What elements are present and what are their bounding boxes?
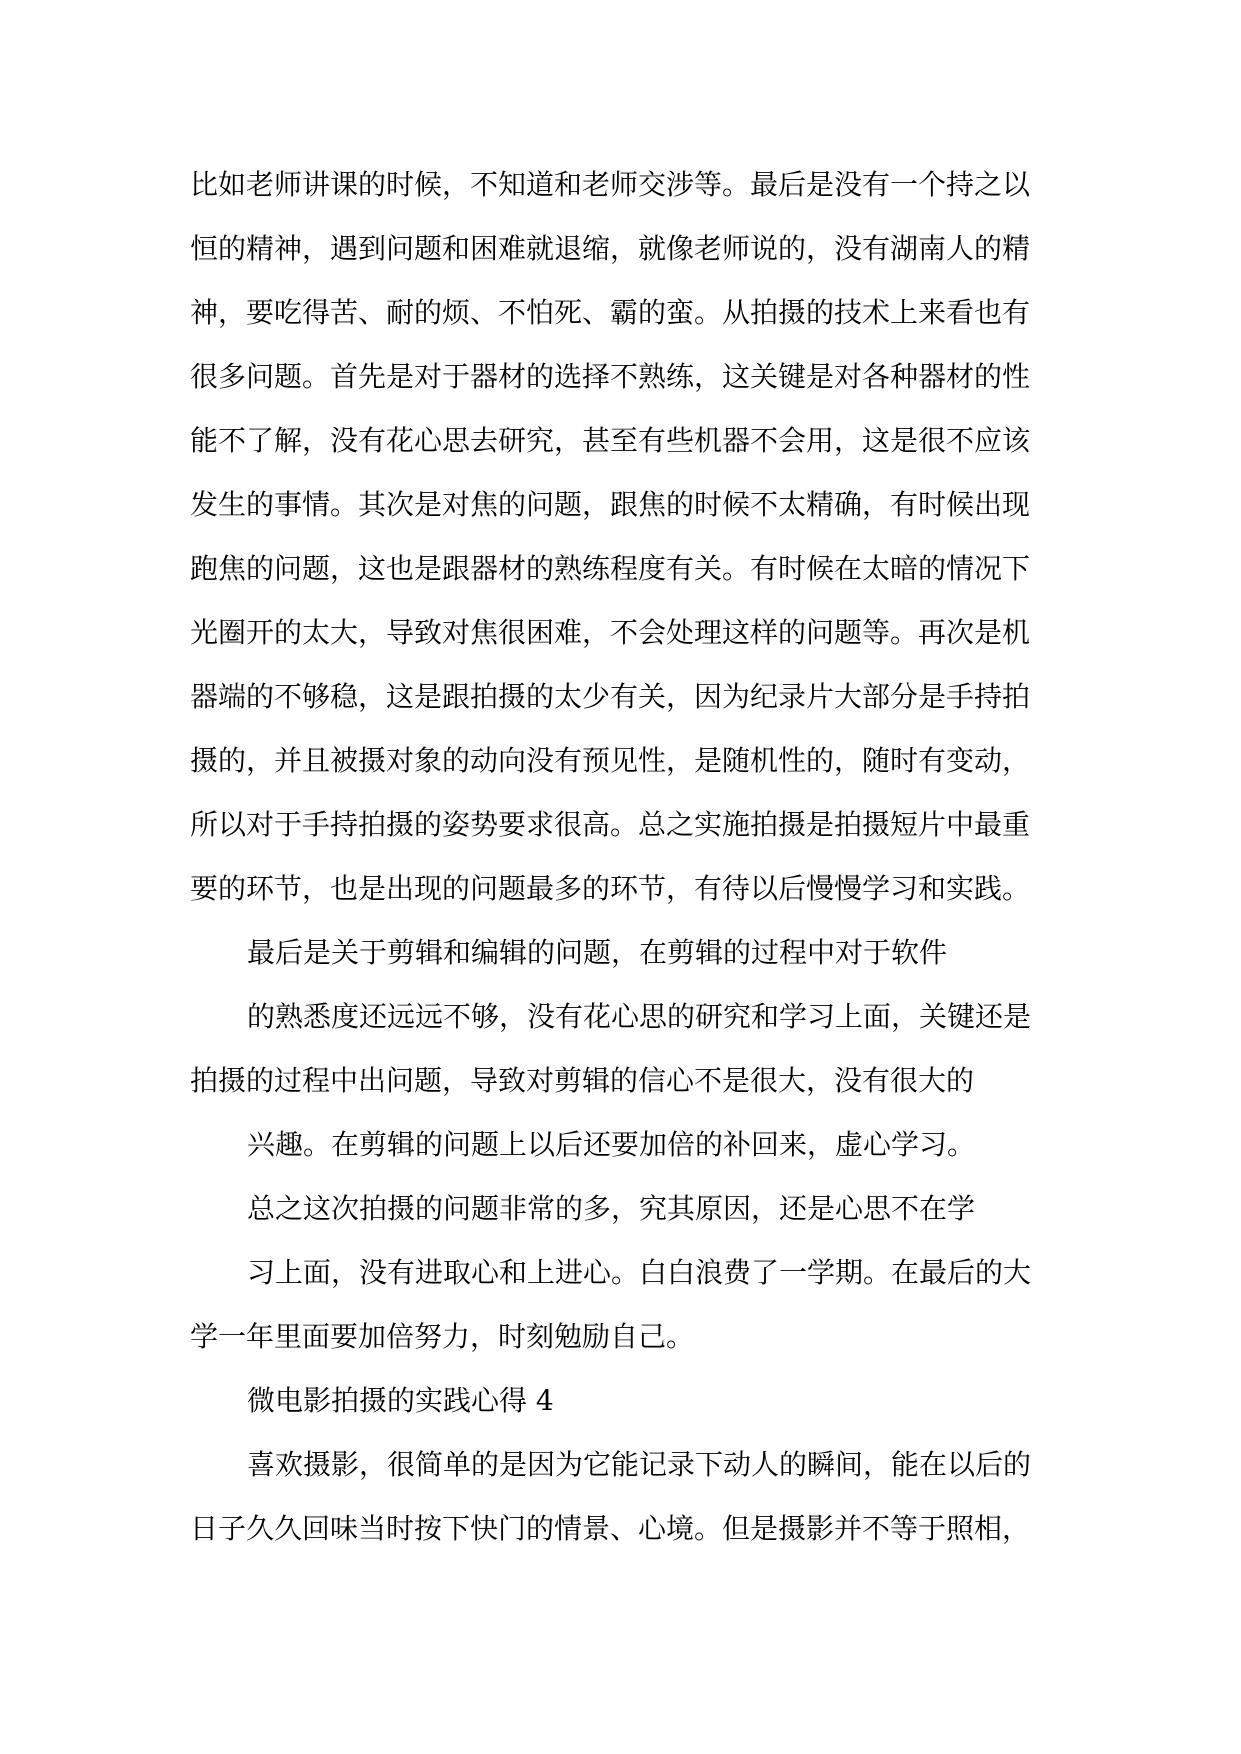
text-line: 要的环节，也是出现的问题最多的环节，有待以后慢慢学习和实践。 [190, 872, 1031, 905]
text-line: 的熟悉度还远远不够，没有花心思的研究和学习上面，关键还是 [247, 1000, 1032, 1033]
text-line: 光圈开的太大，导致对焦很困难，不会处理这样的问题等。再次是机 [190, 616, 1031, 649]
paragraph-start-line: 最后是关于剪辑和编辑的问题，在剪辑的过程中对于软件 [247, 936, 948, 969]
text-line: 日子久久回味当时按下快门的情景、心境。但是摄影并不等于照相， [190, 1512, 1031, 1545]
paragraph-start-line: 总之这次拍摄的问题非常的多，究其原因，还是心思不在学 [247, 1192, 976, 1225]
text-line: 跑焦的问题，这也是跟器材的熟练程度有关。有时候在太暗的情况下 [190, 552, 1031, 585]
text-line: 很多问题。首先是对于器材的选择不熟练，这关键是对各种器材的性 [190, 360, 1031, 393]
text-line: 摄的，并且被摄对象的动向没有预见性，是随机性的，随时有变动， [190, 744, 1031, 777]
section-heading: 微电影拍摄的实践心得 4 [247, 1384, 554, 1417]
text-line: 发生的事情。其次是对焦的问题，跟焦的时候不太精确，有时候出现 [190, 488, 1031, 521]
text-line: 拍摄的过程中出问题，导致对剪辑的信心不是很大，没有很大的 [190, 1064, 975, 1097]
text-line: 比如老师讲课的时候，不知道和老师交涉等。最后是没有一个持之以 [190, 168, 1031, 201]
text-line: 学一年里面要加倍努力，时刻勉励自己。 [190, 1320, 695, 1353]
text-line: 神，要吃得苦、耐的烦、不怕死、霸的蛮。从拍摄的技术上来看也有 [190, 296, 1031, 329]
text-line: 所以对于手持拍摄的姿势要求很高。总之实施拍摄是拍摄短片中最重 [190, 808, 1031, 841]
text-line: 兴趣。在剪辑的问题上以后还要加倍的补回来，虚心学习。 [247, 1128, 976, 1161]
text-line: 器端的不够稳，这是跟拍摄的太少有关，因为纪录片大部分是手持拍 [190, 680, 1031, 713]
text-line: 恒的精神，遇到问题和困难就退缩，就像老师说的，没有湖南人的精 [190, 232, 1031, 265]
paragraph-start-line: 喜欢摄影，很简单的是因为它能记录下动人的瞬间，能在以后的 [247, 1448, 1032, 1481]
text-line: 能不了解，没有花心思去研究，甚至有些机器不会用，这是很不应该 [190, 424, 1031, 457]
text-line: 习上面，没有进取心和上进心。白白浪费了一学期。在最后的大 [247, 1256, 1032, 1289]
